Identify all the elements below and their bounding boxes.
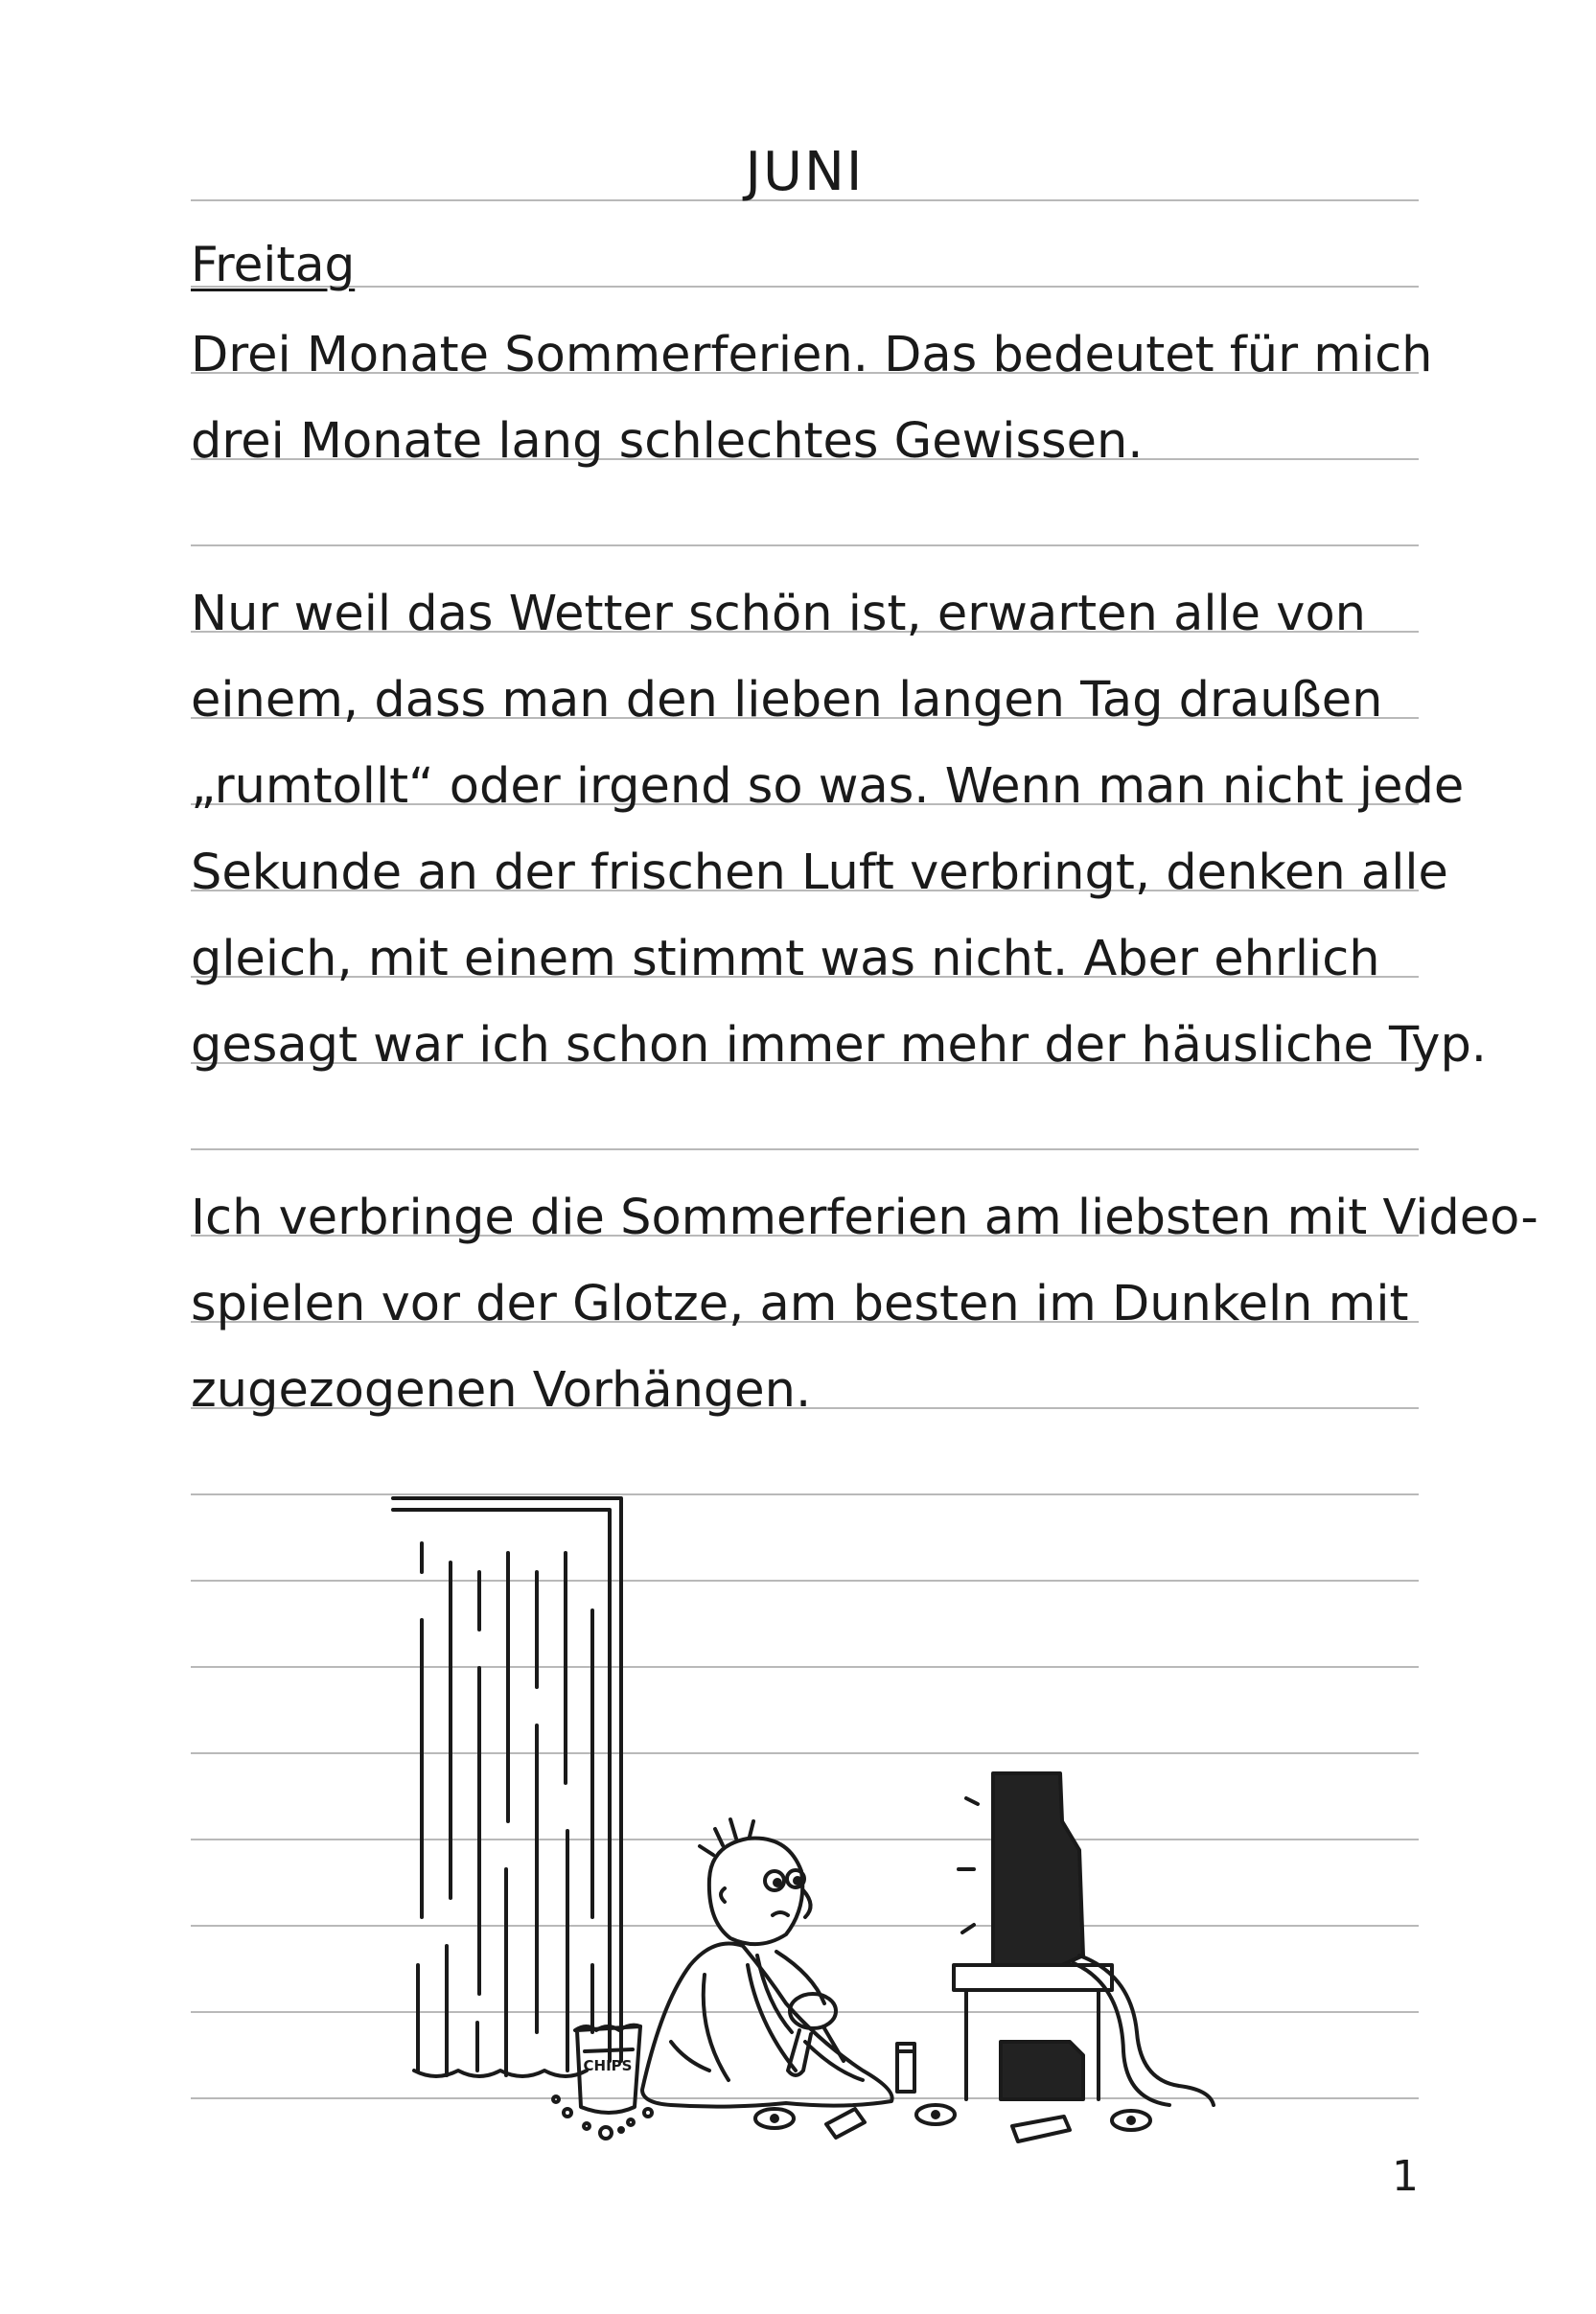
text-line: Drei Monate Sommerferien. Das bedeutet für mich (191, 327, 1433, 383)
page-number: 1 (1392, 2152, 1419, 2201)
text-line: zugezogenen Vorhängen. (191, 1362, 812, 1419)
entry-heading: Freitag (191, 237, 356, 292)
game-console (1001, 2042, 1083, 2099)
television (959, 1773, 1083, 1965)
text-line: Nur weil das Wetter schön ist, erwarten alle von (191, 586, 1366, 642)
soda-can (897, 2044, 914, 2092)
text-line: gleich, mit einem stimmt was nicht. Aber ehrlich (191, 931, 1380, 987)
text-line: drei Monate lang schlechtes Gewissen. (191, 413, 1144, 470)
blanket (642, 1944, 892, 2107)
cables (1074, 1955, 1214, 2105)
text-line: Sekunde an der frischen Luft verbringt, denken alle (191, 845, 1448, 901)
floor-items (755, 2105, 1150, 2141)
curtain (414, 1543, 592, 2076)
text-line: „rumtollt“ oder irgend so was. Wenn man nicht jede (191, 758, 1465, 815)
text-line: spielen vor der Glotze, am besten im Dunkeln mit (191, 1276, 1409, 1332)
text-line: einem, dass man den lieben langen Tag draußen (191, 672, 1383, 729)
chips-label: CHIPS (583, 2057, 633, 2074)
text-line: Ich verbringe die Sommerferien am liebsten mit Video- (191, 1190, 1538, 1246)
crumbs (553, 2096, 652, 2139)
text-line: gesagt war ich schon immer mehr der häusliche Typ. (191, 1017, 1488, 1074)
page-title: JUNI (745, 141, 865, 203)
